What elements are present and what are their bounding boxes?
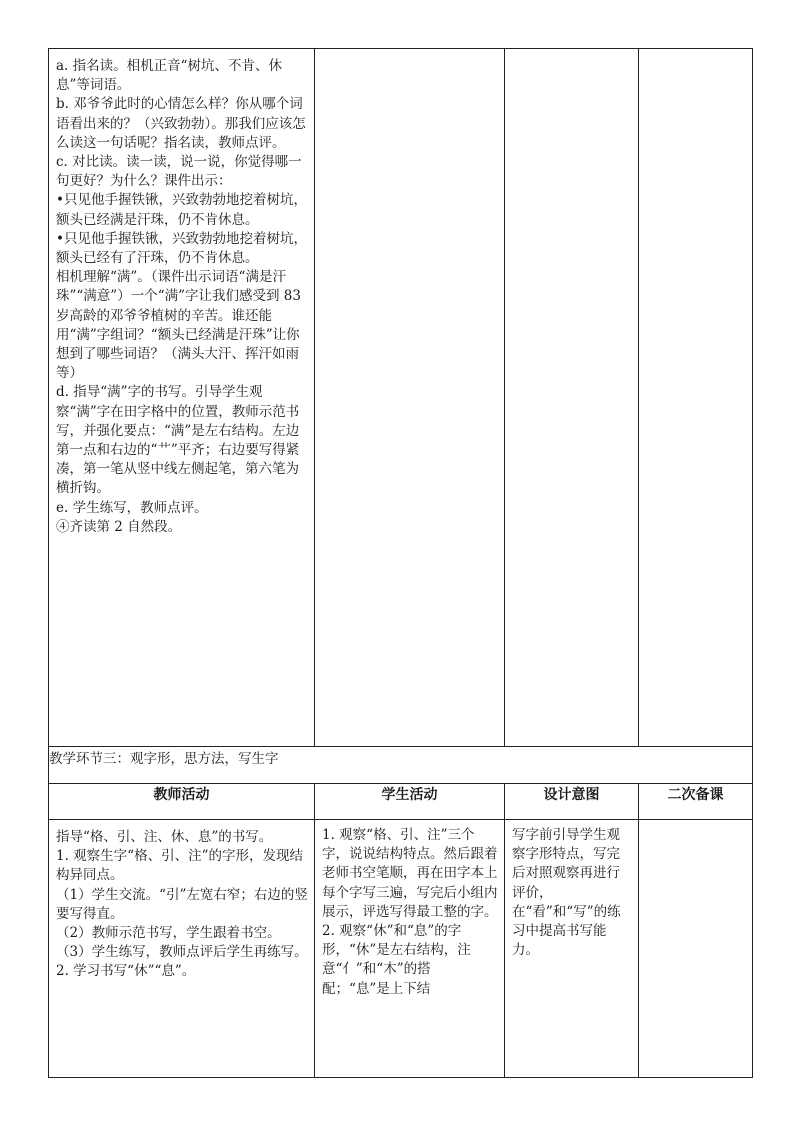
design-intent-text xyxy=(505,49,638,59)
teacher-activity-cell xyxy=(49,49,315,747)
teacher-line: （1）学生交流。“引”左宽右窄；右边的竖要写得直。 xyxy=(56,886,308,922)
teacher-line: b. 邓爷爷此时的心情怎么样？你从哪个词语看出来的？（兴致勃勃）。那我们应该怎么读这一句话呢？指名读，教师点评。 xyxy=(56,96,306,151)
design-intent-text: 写字前引导学生观察字形特点，写完后对照观察再进行评价，在“看”和“写”的练习中提高书写能力。 xyxy=(512,827,621,959)
student-activity-text xyxy=(315,820,504,1003)
student-line: 2. 观察“休”和“息”的字形，“休”是左右结构，注意“亻”和“木”的搭配；“息”是上下结 xyxy=(322,923,471,997)
section-title: 教学环节三：观字形，思方法，写生字 xyxy=(49,747,753,784)
second-prep-cell xyxy=(639,820,753,1078)
teacher-line: c. 对比读。读一读，说一说，你觉得哪一句更好？为什么？课件出示： xyxy=(56,154,302,190)
second-prep-cell xyxy=(639,49,753,747)
teacher-line: ④齐读第 2 自然段。 xyxy=(56,518,182,535)
teacher-line: a. 指名读。相机正音“树坑、不肯、休息”等词语。 xyxy=(56,58,283,94)
header-design-intent: 设计意图 xyxy=(505,784,639,820)
student-activity-cell xyxy=(315,820,505,1078)
student-activity-cell xyxy=(315,49,505,747)
teacher-line: （3）学生练写，教师点评后学生再练写。 xyxy=(56,944,308,961)
header-second-prep: 二次备课 xyxy=(639,784,753,820)
teacher-line: e. 学生练写，教师点评。 xyxy=(56,499,208,516)
second-prep-text xyxy=(639,49,752,59)
teacher-line: 2. 学习书写“休”“息”。 xyxy=(56,963,196,980)
design-intent-cell xyxy=(505,820,639,1078)
section-title-row xyxy=(49,747,753,784)
student-line: 1. 观察“格、引、注”三个字，说说结构特点。然后跟着老师书空笔顺，再在田字本上每个字写三遍，写完后小组内展示，评选写得最工整的字。 xyxy=(322,827,498,920)
teacher-line: 指导“格、引、注、休、息”的书写。 xyxy=(56,829,273,845)
header-teacher-activity: 教师活动 xyxy=(49,784,315,820)
lesson-plan-page xyxy=(48,48,752,1078)
teacher-line: d. 指导“满”字的书写。引导学生观察“满”字在田字格中的位置，教师示范书写，并强化要点：“满”是左右结构。左边第一点和右边的“艹”平齐；右边要写得紧凑，第一笔从竖中线左侧起笔，第六笔为横折钩。 xyxy=(56,384,300,497)
second-prep-text xyxy=(639,820,752,830)
teacher-line: •只见他手握铁锹，兴致勃勃地挖着树坑，额头已经满是汗珠，仍不肯休息。 xyxy=(56,192,307,228)
header-row xyxy=(49,784,753,820)
continuation-row xyxy=(49,49,753,747)
teacher-line: •只见他手握铁锹，兴致勃勃地挖着树坑，额头已经有了汗珠，仍不肯休息。 xyxy=(56,230,307,267)
content-row xyxy=(49,820,753,1078)
teacher-line: 1. 观察生字“格、引、注”的字形，发现结构异同点。 xyxy=(56,848,303,884)
teacher-activity-text xyxy=(49,820,314,986)
teacher-line: （2）教师示范书写，学生跟着书空。 xyxy=(56,925,281,942)
header-student-activity: 学生活动 xyxy=(315,784,505,820)
student-activity-text xyxy=(315,49,504,59)
teacher-activity-text xyxy=(49,49,314,541)
teacher-activity-cell xyxy=(49,820,315,1078)
design-intent-cell xyxy=(505,49,639,747)
lesson-plan-table xyxy=(48,48,753,1078)
teacher-line: 相机理解“满”。（课件出示词语“满是汗珠”“满意”）一个“满”字让我们感受到 83 岁高龄的邓爷爷植树的辛苦。谁还能用“满”字组词？“额头已经满是汗珠”让你想到了哪些词语？（满头大汗、挥汗如雨等） xyxy=(56,269,301,382)
